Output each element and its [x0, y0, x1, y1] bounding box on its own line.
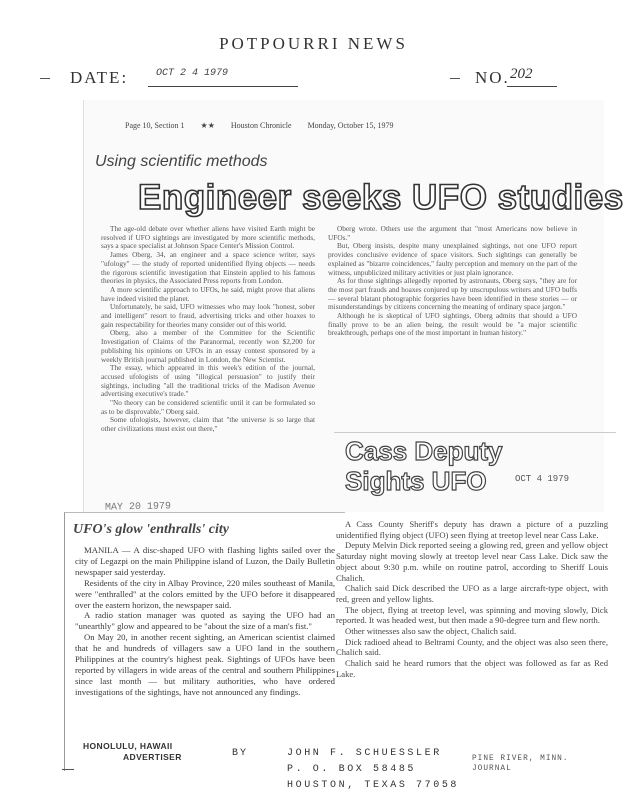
paragraph: A more scientific approach to UFOs, he said, might prove that aliens have indeed visited the planet. [101, 284, 315, 303]
source-label: HONOLULU, HAWAII [83, 741, 173, 751]
source-line: PINE RIVER, MINN. [472, 755, 569, 763]
source-label [472, 754, 569, 774]
paragraph: Some ufologists, however, claim that "the universe is so large that other civilizations must exist out there," [101, 415, 315, 434]
masthead-page: Page 10, Section 1 [125, 121, 185, 130]
date-stamp: OCT 2 4 1979 [156, 68, 229, 79]
masthead-date: Monday, October 15, 1979 [307, 121, 394, 130]
article-kicker: Using scientific methods [95, 153, 268, 170]
article-headline: Engineer seeks UFO studies [138, 178, 624, 217]
paragraph: On May 20, in another recent sighting, an American scientist claimed that he and hundreds of villagers saw a UFO land in the southern Philippines at the country's highest peak. Sightings of UFOs have been reported by villagers in wide areas of the central and southern Philippines since last month — but military authorities, who have ordered investigations of the sightings, have not announced any findings. [75, 632, 335, 697]
paragraph: The essay, which appeared in this week's edition of the journal, accused ufologists of using "illogical persuasion" to justify their sightings, including "all the traditional tricks of the Madison Avenue advertising executive's trade." [101, 363, 315, 399]
article-body [75, 545, 335, 698]
byline-label: BY [232, 748, 249, 759]
number-label: NO. [475, 68, 510, 87]
paragraph: A Cass County Sheriff's deputy has drawn a picture of a puzzling unidentified flying object (UFO) seen flying at treetop level near Cass Lake. [336, 519, 608, 540]
paragraph: MANILA — A disc-shaped UFO with flashing lights sailed over the city of Legazpi on the main Philippine island of Luzon, the Daily Bulletin newspaper said yesterday. [75, 545, 335, 577]
article-column-2 [328, 225, 577, 338]
issue-number: 202 [510, 66, 533, 82]
divider [62, 769, 74, 770]
paragraph: Unfortunately, he said, UFO witnesses who may look "honest, sober and intelligent" resort to fraud, advertising tricks and other hoaxes to gain respectability for theories many consider out of this world. [101, 302, 315, 329]
masthead-paper: Houston Chronicle [230, 121, 292, 130]
date-label: DATE: [70, 68, 129, 87]
address-line: JOHN F. SCHUESSLER [287, 748, 442, 759]
address-line: P. O. BOX 58485 [287, 764, 417, 775]
page-title: POTPOURRI NEWS [219, 34, 408, 53]
paragraph: Although he is skeptical of UFO sightings, Oberg admits that should a UFO finally prove to be an alien being, the result would be "a major scientific breakthrough, perhaps one of the most important in human history." [328, 311, 577, 338]
paragraph: A radio station manager was quoted as saying the UFO had an "unearthly" glow and appeared to be "about the size of a man's fist." [75, 610, 335, 632]
date-stamp: MAY 20 1979 [104, 501, 172, 514]
paragraph: Dick radioed ahead to Beltrami County, and the object was also seen there, Chalich said. [336, 636, 608, 658]
source-label: ADVERTISER [123, 752, 182, 762]
paragraph: But, Oberg insists, despite many unexplained sightings, not one UFO report provides conclusive evidence of space visitors. Such sightings can generally be explained as "bizarre coincidences," faulty perception and memory on the part of the witness, unpublicized military activities or just plain ignorance. [328, 241, 577, 277]
date-underline [148, 86, 298, 87]
article-headline: UFO's glow 'enthralls' city [73, 522, 229, 537]
masthead-stars: ★★ [200, 121, 215, 130]
headline-line: Cass Deputy [345, 436, 503, 466]
article-body [336, 519, 608, 680]
paragraph: Oberg, also a member of the Committee for the Scientific Investigation of Claims of the Paranormal, recently won $2,200 for publishing his opinions on UFOs in an essay contest sponsored by a weekly British journal published in London, the New Scientist. [101, 328, 315, 364]
paragraph: Chalich said Dick described the UFO as a large aircraft-type object, with red, green and yellow lights. [336, 583, 608, 604]
article-headline [345, 436, 503, 496]
paragraph: Deputy Melvin Dick reported seeing a glowing red, green and yellow object Saturday night moving slowly at treetop level near Cass Lake. Dick saw the object about 9:30 p.m. while on routine patrol, according to Sheriff Louis Chalich. [336, 540, 608, 583]
date-stamp: OCT 4 1979 [515, 474, 570, 484]
paragraph: The object, flying at treetop level, was spinning and moving slowly, Dick reported. It was headed west, but then made a 90-degree turn and flew north. [336, 604, 608, 626]
divider [450, 78, 460, 79]
paragraph: Oberg wrote. Others use the argument that "most Americans now believe in UFOs." [328, 224, 577, 242]
divider [40, 78, 50, 79]
source-line: JOURNAL [472, 765, 512, 773]
address-line: HOUSTON, TEXAS 77058 [287, 780, 460, 791]
paragraph: Chalich said he heard rumors that the object was followed as far as Red Lake. [336, 658, 608, 679]
paragraph: James Oberg, 34, an engineer and a space science writer, says "ufology" — the study of reported unidentified flying objects — needs the rigorous scientific investigation that Einstein applied to his famous theories in physics, the Associated Press reports from London. [101, 250, 315, 286]
number-underline [507, 86, 557, 87]
headline-line: Sights UFO [345, 466, 487, 496]
paragraph: "No theory can be considered scientific until it can be formulated so as to be disprovable," Oberg said. [101, 398, 315, 416]
masthead [125, 121, 505, 130]
paragraph: Residents of the city in Albay Province, 220 miles southeast of Manila, were "enthralled" at the colors emitted by the UFO before it disappeared over the eastern horizon, the newspaper said. [75, 577, 335, 610]
paragraph: As for those sightings allegedly reported by astronauts, Oberg says, "they are for the most part frauds and hoaxes conjured up by unscrupulous writers and UFO buffs — several blatant photographic forgeries have been identified in these stories — or misunderstandings by citizens concerning the meaning of ordinary space jargon." [328, 276, 577, 312]
paragraph: Other witnesses also saw the object, Chalich said. [345, 626, 517, 637]
article-column-1 [101, 225, 315, 434]
paragraph: The age-old debate over whether aliens have visited Earth might be resolved if UFO sightings are investigated by more scientific methods, says a space specialist at Johnson Space Center's Mission Control. [101, 224, 315, 251]
